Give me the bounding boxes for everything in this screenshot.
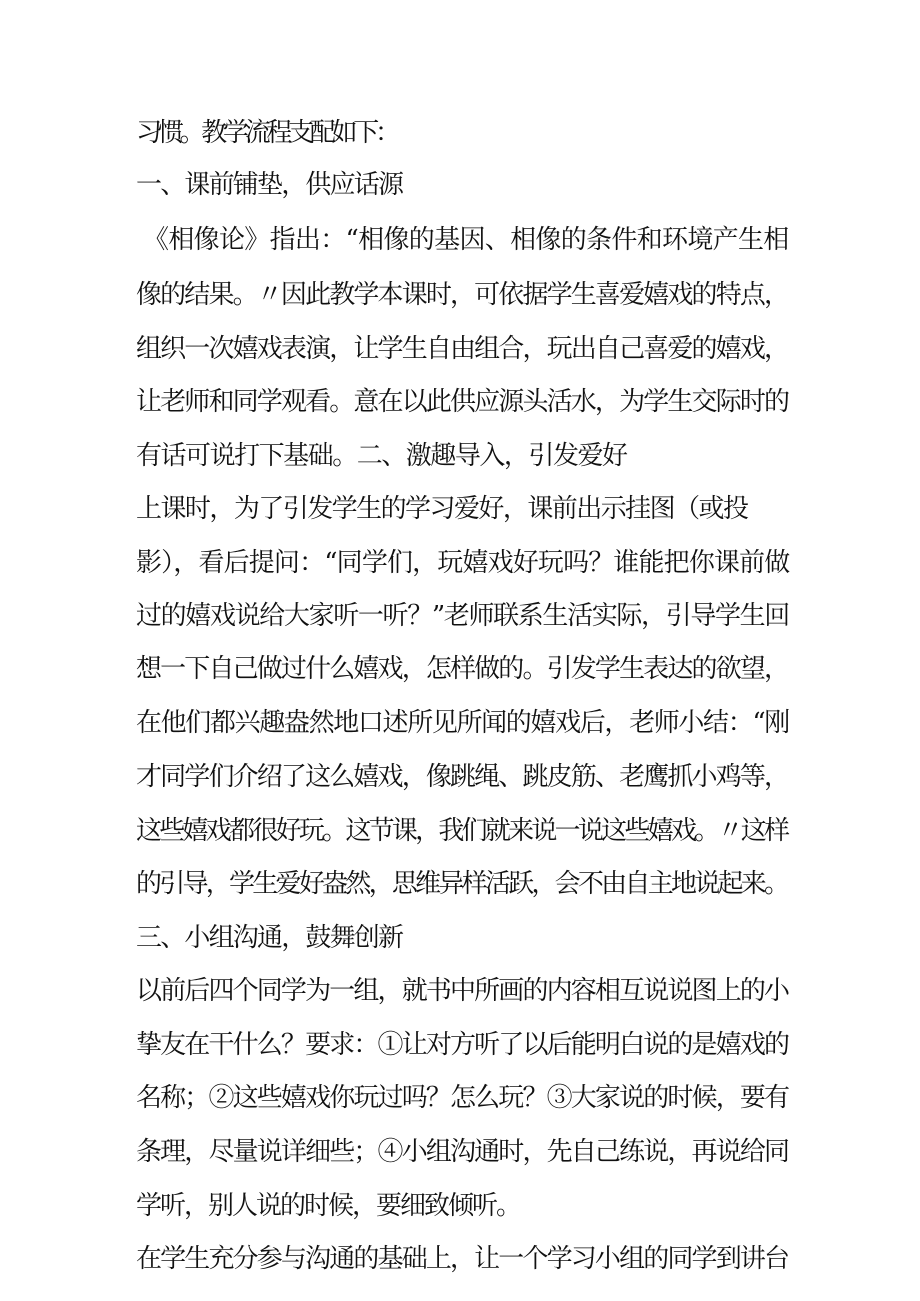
text-line: 想一下自己做过什么嬉戏，怎样做的。引发学生表达的欲望，: [136, 654, 789, 684]
text-line: 学听，别人说的时候，要细致倾听。: [136, 1191, 521, 1221]
text-line: 上课时，为了引发学生的学习爱好，课前出示挂图（或投: [136, 494, 748, 524]
text-line: 一、课前铺垫，供应话源: [136, 170, 403, 200]
text-line: 过的嬉戏说给大家听一听？”老师联系生活实际，引导学生回: [136, 601, 789, 631]
text-line: 有话可说打下基础。二、激趣导入，引发爱好: [136, 441, 627, 471]
text-line: 的引导，学生爱好盎然，思维异样活跃，会不由自主地说起来。: [136, 869, 788, 899]
text-line: 习惯。教学流程支配如下：: [136, 118, 397, 148]
text-line: 才同学们介绍了这么嬉戏，像跳绳、跳皮筋、老鹰抓小鸡等，: [136, 762, 789, 792]
text-line: 《相像论》指出：“相像的基因、相像的条件和环境产生相: [143, 225, 789, 255]
text-line: 挚友在干什么？要求：①让对方听了以后能明白说的是嬉戏的: [136, 1030, 789, 1060]
text-line: 像的结果。〃因此教学本课时，可依据学生喜爱嬉戏的特点，: [136, 280, 789, 310]
text-line: 组织一次嬉戏表演，让学生自由组合，玩出自己喜爱的嬉戏，: [136, 334, 789, 364]
text-line: 让老师和同学观看。意在以此供应源头活水，为学生交际时的: [136, 387, 789, 417]
text-line: 以前后四个同学为一组，就书中所画的内容相互说说图上的小: [136, 976, 789, 1006]
text-line: 在他们都兴趣盎然地口述所见所闻的嬉戏后，老师小结：“刚: [136, 708, 789, 738]
text-line: 影），看后提问：“同学们，玩嬉戏好玩吗？谁能把你课前做: [136, 548, 790, 578]
text-line: 三、小组沟通，鼓舞创新: [136, 923, 403, 953]
text-line: 名称；②这些嬉戏你玩过吗？怎么玩？③大家说的时候，要有: [136, 1083, 789, 1113]
text-line: 条理，尽量说详细些；④小组沟通时，先自己练说，再说给同: [136, 1137, 789, 1167]
text-line: 这些嬉戏都很好玩。这节课，我们就来说一说这些嬉戏。〃这样: [136, 816, 788, 846]
text-line: 在学生充分参与沟通的基础上，让一个学习小组的同学到讲台: [136, 1244, 789, 1274]
